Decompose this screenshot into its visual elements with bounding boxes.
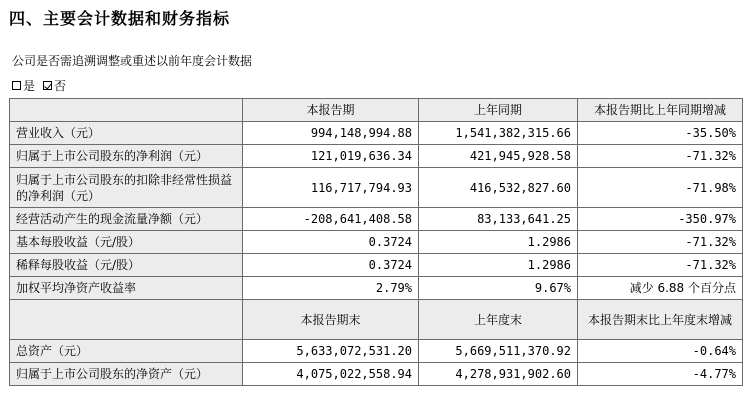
row-label: 加权平均净资产收益率 [10,277,243,300]
header-blank-cell [10,99,243,122]
row-current-value: 2.79% [243,277,419,300]
row-label: 归属于上市公司股东的净利润（元） [10,145,243,168]
row-change-value: 减少 6.88 个百分点 [578,277,743,300]
row-prior-value: 421,945,928.58 [419,145,578,168]
header-period-end: 本报告期末 [243,300,419,340]
row-prior-value: 4,278,931,902.60 [419,363,578,386]
row-change-value: -4.77% [578,363,743,386]
table-row [10,363,743,386]
header-prior-period: 上年同期 [419,99,578,122]
table-subheader-row [10,300,743,340]
header-current-period: 本报告期 [243,99,419,122]
table-header-row [10,99,743,122]
row-change-value: -71.32% [578,145,743,168]
header-prior-year-end: 上年度末 [419,300,578,340]
row-current-value: 0.3724 [243,231,419,254]
subheader-blank-cell [10,300,243,340]
row-label: 基本每股收益（元/股） [10,231,243,254]
checkbox-checked-icon[interactable] [43,81,52,90]
option-yes[interactable] [12,77,35,94]
option-yes-label: 是 [23,79,36,93]
row-prior-value: 5,669,511,370.92 [419,340,578,363]
option-no-label: 否 [54,79,67,93]
table-row [10,168,743,208]
row-change-value: -71.32% [578,254,743,277]
table-row [10,254,743,277]
restatement-options [12,77,74,94]
row-current-value: 116,717,794.93 [243,168,419,208]
row-change-value: -71.32% [578,231,743,254]
row-prior-value: 83,133,641.25 [419,208,578,231]
row-change-value: -71.98% [578,168,743,208]
table-row [10,145,743,168]
row-label: 归属于上市公司股东的净资产（元） [10,363,243,386]
row-current-value: 4,075,022,558.94 [243,363,419,386]
row-label: 稀释每股收益（元/股） [10,254,243,277]
table-row [10,122,743,145]
row-current-value: 0.3724 [243,254,419,277]
row-label: 归属于上市公司股东的扣除非经常性损益的净利润（元） [10,168,243,208]
row-prior-value: 416,532,827.60 [419,168,578,208]
row-current-value: -208,641,408.58 [243,208,419,231]
table-row [10,208,743,231]
row-prior-value: 1.2986 [419,231,578,254]
row-prior-value: 9.67% [419,277,578,300]
table-row [10,231,743,254]
checkbox-unchecked-icon[interactable] [12,81,21,90]
restatement-question: 公司是否需追溯调整或重述以前年度会计数据 [12,54,253,68]
header-period-change: 本报告期比上年同期增减 [578,99,743,122]
row-change-value: -35.50% [578,122,743,145]
row-current-value: 121,019,636.34 [243,145,419,168]
row-prior-value: 1.2986 [419,254,578,277]
financial-indicators-table [9,98,743,386]
row-current-value: 5,633,072,531.20 [243,340,419,363]
table-row [10,277,743,300]
row-change-value: -350.97% [578,208,743,231]
row-current-value: 994,148,994.88 [243,122,419,145]
row-label: 总资产（元） [10,340,243,363]
row-change-value: -0.64% [578,340,743,363]
option-no[interactable] [43,77,66,94]
row-label: 营业收入（元） [10,122,243,145]
section-title: 四、主要会计数据和财务指标 [9,9,231,28]
header-year-end-change: 本报告期末比上年度末增减 [578,300,743,340]
row-prior-value: 1,541,382,315.66 [419,122,578,145]
table-row [10,340,743,363]
row-label: 经营活动产生的现金流量净额（元） [10,208,243,231]
